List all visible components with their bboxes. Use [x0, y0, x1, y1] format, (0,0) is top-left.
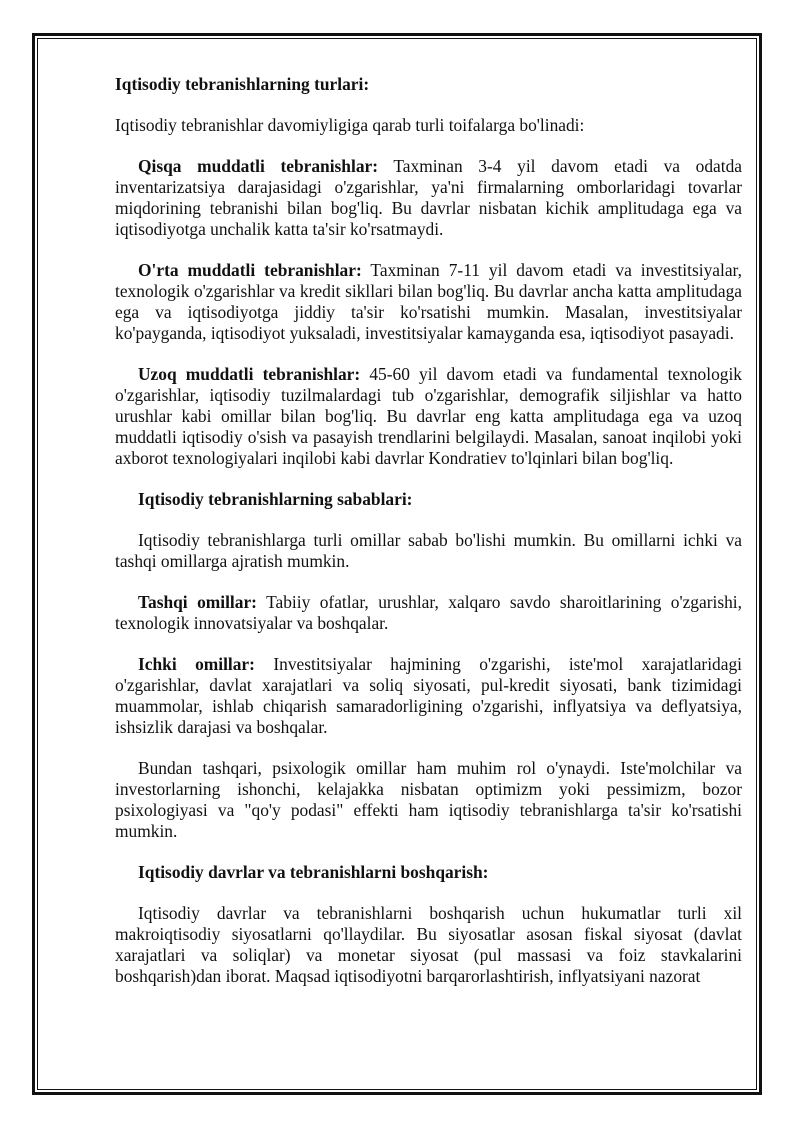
short-term-label: Qisqa muddatli tebranishlar: [138, 156, 379, 176]
medium-term-text: Taxminan 7-11 yil davom etadi va investitsiyalar, texnologik o'zgarishlar va kredit sikllari bilan bog'liq. Bu davrlar ancha katta amplitudaga ega va iqtisodiyotga jiddiy ta'sir ko'rsatishi mumkin. Masalan, investitsiyalar ko'payganda, iqtisodiyot yuksaladi, investitsiyalar kamayganda esa, iqtisodiyot pasayadi. [115, 260, 742, 343]
internal-factors-text: Investitsiyalar hajmining o'zgarishi, iste'mol xarajatlaridagi o'zgarishlar, davlat xarajatlari va soliq siyosati, pul-kredit siyosati, bank tizimidagi muammolar, ishlab chiqarish samaradorligining o'zgarishi, inflyatsiya va deflyatsiya, ishsizlik darajasi va boshqalar. [115, 654, 742, 737]
medium-term-label: O'rta muddatli tebranishlar: [138, 260, 362, 280]
external-factors-label: Tashqi omillar: [138, 592, 257, 612]
document-body [115, 74, 742, 1007]
causes-heading: Iqtisodiy tebranishlarning sabablari: [138, 489, 413, 509]
internal-factors-paragraph [115, 654, 742, 738]
management-paragraph: Iqtisodiy davrlar va tebranishlarni boshqarish uchun hukumatlar turli xil makroiqtisodiy siyosatlarni qo'llaydilar. Bu siyosatlar asosan fiskal siyosat (davlat xarajatlari va soliqlar) va monetar siyosat (pul massasi va foiz stavkalarini boshqarish)dan iborat. Maqsad iqtisodiyotni barqarorlashtirish, inflyatsiyani nazorat [115, 903, 742, 986]
intro-paragraph: Iqtisodiy tebranishlar davomiyligiga qarab turli toifalarga bo'linadi: [115, 115, 585, 135]
short-term-text: Taxminan 3-4 yil davom etadi va odatda inventarizatsiya darajasidagi o'zgarishlar, ya'ni firmalarning omborlaridagi tovarlar miqdorining tebranishi bilan bog'liq. Bu davrlar nisbatan kichik amplitudaga ega va iqtisodiyotga unchalik katta ta'sir ko'rsatmaydi. [115, 156, 742, 239]
medium-term-paragraph [115, 260, 742, 344]
psychology-paragraph: Bundan tashqari, psixologik omillar ham muhim rol o'ynaydi. Iste'molchilar va investorlarning ishonchi, kelajakka nisbatan optimizm yoki pessimizm, bozor psixologiyasi va "qo'y podasi" effekti ham iqtisodiy tebranishlarga ta'sir ko'rsatishi mumkin. [115, 758, 742, 841]
causes-intro-paragraph: Iqtisodiy tebranishlarga turli omillar sabab bo'lishi mumkin. Bu omillarni ichki va tashqi omillarga ajratish mumkin. [115, 530, 742, 571]
internal-factors-label: Ichki omillar: [138, 654, 255, 674]
short-term-paragraph [115, 156, 742, 240]
section-title: Iqtisodiy tebranishlarning turlari: [115, 74, 370, 94]
external-factors-text: Tabiiy ofatlar, urushlar, xalqaro savdo sharoitlarining o'zgarishi, texnologik innovatsiyalar va boshqalar. [115, 592, 742, 633]
long-term-label: Uzoq muddatli tebranishlar: [138, 364, 361, 384]
external-factors-paragraph [115, 592, 742, 634]
long-term-text: 45-60 yil davom etadi va fundamental texnologik o'zgarishlar, iqtisodiy tuzilmalardagi tub o'zgarishlar, demografik siljishlar va hatto urushlar kabi omillar bilan bog'liq. Bu davrlar eng katta amplitudaga ega va uzoq muddatli iqtisodiy o'sish va pasayish trendlarini belgilaydi. Masalan, sanoat inqilobi yoki axborot texnologiyalari inqilobi kabi davrlar Kondratiev to'lqinlari bilan bog'liq. [115, 364, 742, 468]
management-heading: Iqtisodiy davrlar va tebranishlarni boshqarish: [138, 862, 489, 882]
long-term-paragraph [115, 364, 742, 469]
